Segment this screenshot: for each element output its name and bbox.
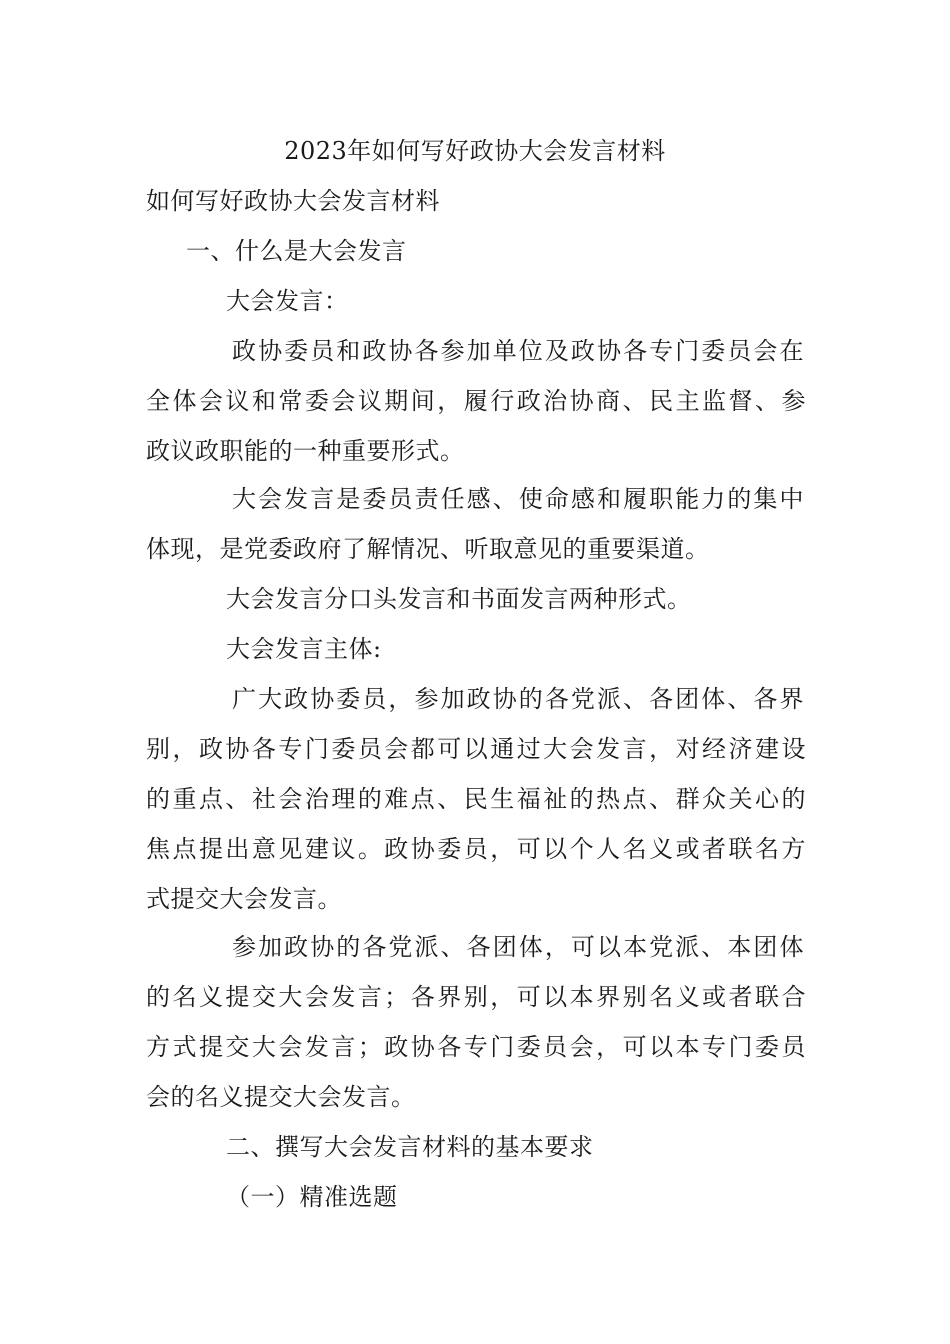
- term-label-1: 大会发言：: [226, 287, 349, 315]
- section-heading-2: 二、撰写大会发言材料的基本要求: [226, 1133, 594, 1161]
- paragraph-line: 全体会议和常委会议期间，履行政治协商、民主监督、参: [146, 387, 806, 415]
- paragraph-line: 大会发言是委员责任感、使命感和履职能力的集中: [232, 485, 804, 513]
- paragraph-line: 方式提交大会发言；政协各专门委员会，可以本专门委员: [146, 1033, 806, 1061]
- paragraph-line: 别，政协各专门委员会都可以通过大会发言，对经济建设: [146, 735, 806, 763]
- paragraph-line: 政议政职能的一种重要形式。: [146, 437, 465, 465]
- paragraph-line: 参加政协的各党派、各团体，可以本党派、本团体: [232, 933, 804, 961]
- document-subtitle: 如何写好政协大会发言材料: [146, 187, 440, 215]
- term-label-2: 大会发言主体:: [226, 635, 382, 663]
- paragraph-3: 大会发言分口头发言和书面发言两种形式。: [226, 585, 692, 613]
- paragraph-line: 的重点、社会治理的难点、民生福祉的热点、群众关心的: [146, 785, 806, 813]
- paragraph-line: 焦点提出意见建议。政协委员，可以个人名义或者联名方: [146, 835, 806, 863]
- paragraph-line: 的名义提交大会发言；各界别，可以本界别名义或者联合: [146, 983, 806, 1011]
- section-heading-1: 一、什么是大会发言: [186, 237, 407, 265]
- subsection-heading-1: （一）精准选题: [226, 1183, 398, 1211]
- paragraph-line: 政协委员和政协各参加单位及政协各专门委员会在: [232, 337, 804, 365]
- paragraph-line: 会的名义提交大会发言。: [146, 1083, 416, 1111]
- paragraph-line: 式提交大会发言。: [146, 885, 342, 913]
- paragraph-line: 体现，是党委政府了解情况、听取意见的重要渠道。: [146, 535, 710, 563]
- document-title: 2023年如何写好政协大会发言材料: [284, 137, 666, 165]
- paragraph-line: 广大政协委员，参加政协的各党派、各团体、各界: [232, 685, 804, 713]
